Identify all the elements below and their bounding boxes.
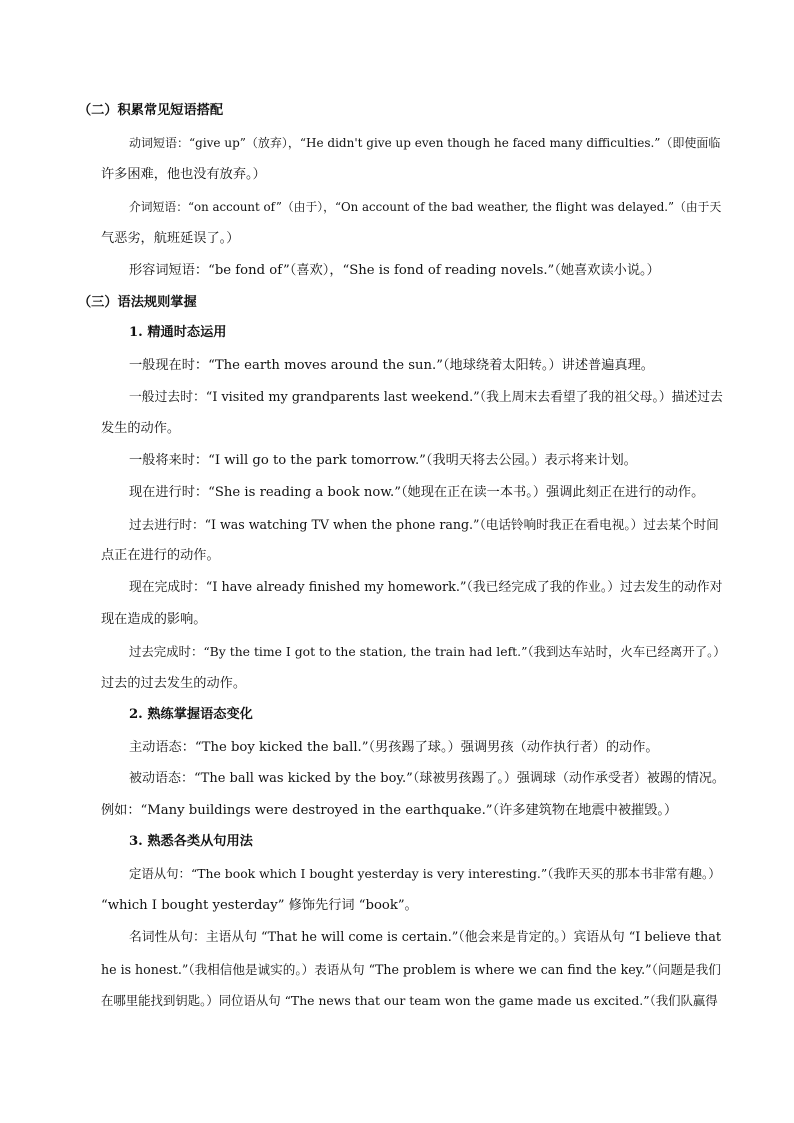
clause-attributive-line-2: “which I bought yesterday” 修饰先行词 “book”。 (101, 898, 418, 913)
tense-present-perfect-line-2: 现在造成的影响。 (101, 612, 207, 627)
tense-simple-past-line-1: 一般过去时：“I visited my grandparents last weekend.”（我上周末去看望了我的祖父母。）描述过去 (129, 390, 723, 405)
clause-nominal-line-3: 在哪里能找到钥匙。）同位语从句 “The news that our team won the game made us excited.”（我们队赢得 (101, 993, 718, 1008)
phrase-adj-line: 形容词短语：“be fond of”（喜欢），“She is fond of reading novels.”（她喜欢读小说。） (129, 263, 660, 278)
clause-nominal-line-1: 名词性从句：主语从句 “That he will come is certain.”（他会来是肯定的。）宾语从句 “I believe that (129, 930, 721, 945)
tense-past-progressive-line-2: 点正在进行的动作。 (101, 548, 220, 563)
tense-simple-present: 一般现在时：“The earth moves around the sun.”（地球绕着太阳转。）讲述普遍真理。 (129, 358, 654, 373)
tense-simple-future: 一般将来时：“I will go to the park tomorrow.”（我明天将去公园。）表示将来计划。 (129, 453, 637, 468)
subheading-voice: 2. 熟练掌握语态变化 (129, 707, 253, 722)
clause-attributive-line-1: 定语从句：“The book which I bought yesterday is very interesting.”（我昨天买的那本书非常有趣。） (129, 866, 721, 881)
phrase-prep-line-1: 介词短语：“on account of”（由于），“On account of the bad weather, the flight was delayed.”（由于天 (129, 200, 722, 214)
tense-simple-past-line-2: 发生的动作。 (101, 421, 181, 436)
section-heading-grammar: （三）语法规则掌握 (78, 295, 197, 310)
clause-nominal-line-2: he is honest.”（我相信他是诚实的。）表语从句 “The problem is where we can find the key.”（问题是我们 (101, 962, 721, 977)
subheading-clauses: 3. 熟悉各类从句用法 (129, 834, 253, 849)
voice-passive-example: 例如：“Many buildings were destroyed in the earthquake.”（许多建筑物在地震中被摧毁。） (101, 803, 678, 818)
phrase-verb-line-1: 动词短语：“give up”（放弃），“He didn't give up even though he faced many difficulties.”（即使面临 (129, 136, 721, 150)
phrase-verb-line-2: 许多困难，他也没有放弃。） (101, 167, 266, 182)
tense-past-progressive-line-1: 过去进行时：“I was watching TV when the phone rang.”（电话铃响时我正在看电视。）过去某个时间 (129, 517, 719, 532)
tense-past-perfect-line-2: 过去的过去发生的动作。 (101, 676, 247, 691)
subheading-tenses: 1. 精通时态运用 (129, 325, 227, 340)
tense-past-perfect-line-1: 过去完成时：“By the time I got to the station, the train had left.”（我到达车站时，火车已经离开了。） (129, 644, 726, 659)
section-heading-phrases: （二）积累常见短语搭配 (78, 103, 224, 118)
tense-present-perfect-line-1: 现在完成时：“I have already finished my homework.”（我已经完成了我的作业。）过去发生的动作对 (129, 580, 723, 595)
voice-passive: 被动语态：“The ball was kicked by the boy.”（球被男孩踢了。）强调球（动作承受者）被踢的情况。 (129, 771, 725, 786)
tense-present-progressive: 现在进行时：“She is reading a book now.”（她现在正在读一本书。）强调此刻正在进行的动作。 (129, 485, 705, 500)
voice-active: 主动语态：“The boy kicked the ball.”（男孩踢了球。）强调男孩（动作执行者）的动作。 (129, 740, 659, 755)
phrase-prep-line-2: 气恶劣，航班延误了。） (101, 231, 240, 246)
